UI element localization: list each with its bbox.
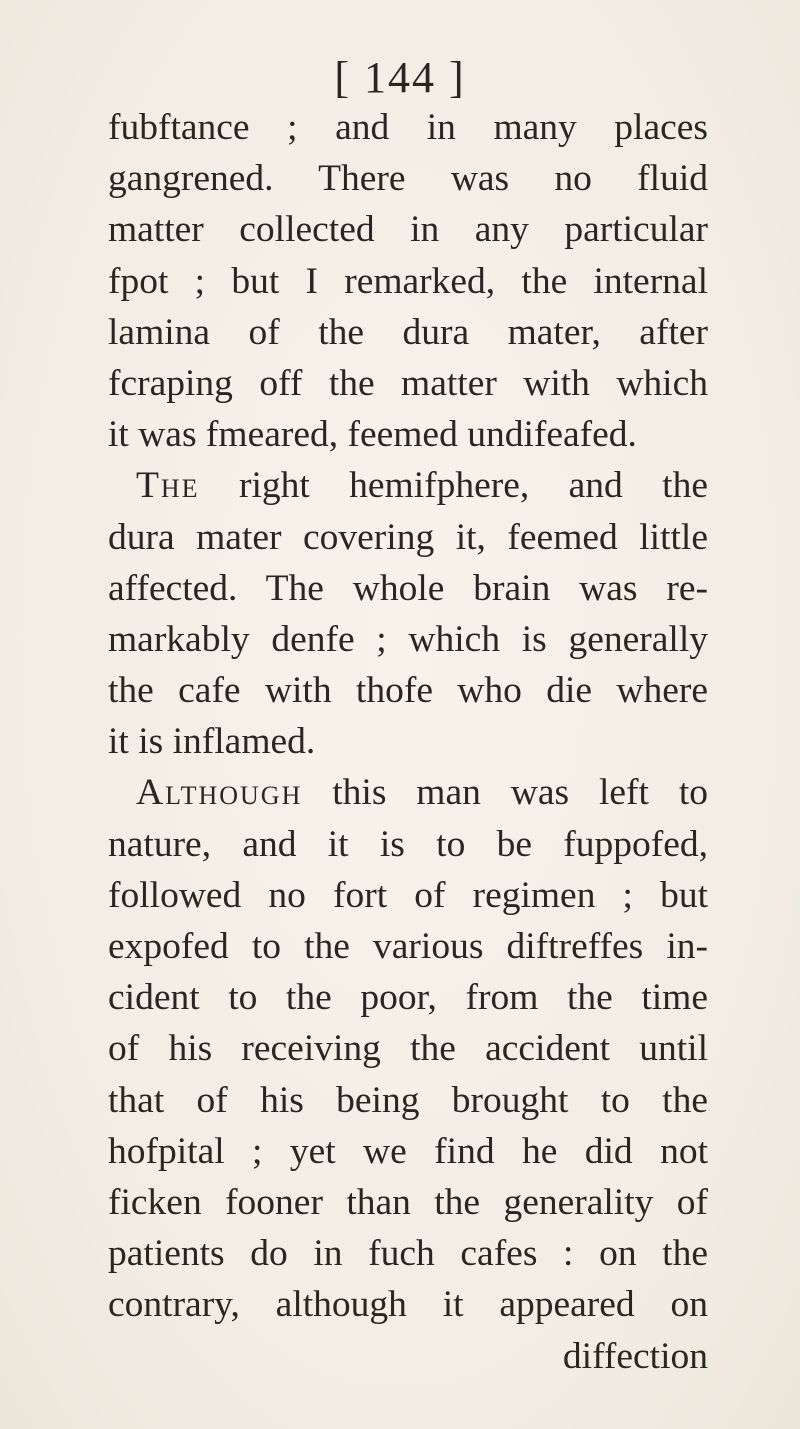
text-line: cident to the poor, from the time [108, 977, 708, 1019]
text-line: the cafe with thofe who die where [108, 670, 708, 712]
text-line: contrary, although it appeared on [108, 1284, 708, 1326]
text-line: gangrened. There was no fluid [108, 158, 708, 200]
paragraph-opening-line [108, 460, 708, 511]
text-line: expofed to the various diftreffes in- [108, 926, 708, 967]
text-line: fubftance ; and in many places [108, 107, 708, 148]
paragraph-opening-line [108, 767, 708, 818]
text-line: dura mater covering it, feemed little [108, 516, 708, 558]
page-number: [ 144 ] [334, 53, 466, 102]
text-line-rest: right hemifphere, and the [199, 465, 708, 507]
text-line: that of his being brought to the [108, 1079, 708, 1121]
text-line: nature, and it is to be fuppofed, [108, 823, 708, 865]
text-line: matter collected in any particular [108, 209, 708, 251]
text-line: it was fmeared, feemed undifeafed. [108, 414, 637, 456]
text-line: hofpital ; yet we find he did not [108, 1130, 708, 1172]
text-line: it is inflamed. [108, 721, 316, 763]
text-line: ficken fooner than the generality of [108, 1181, 708, 1223]
catchword: diffection [562, 1335, 708, 1377]
small-caps-lead: The [136, 465, 200, 507]
text-line: patients do in fuch cafes : on the [108, 1233, 708, 1275]
text-line: fcraping off the matter with which [108, 362, 708, 404]
text-line: of his receiving the accident until [108, 1028, 708, 1070]
small-caps-lead: Although [136, 772, 303, 814]
text-line: fpot ; but I remarked, the internal [108, 260, 708, 302]
text-line: markably denfe ; which is generally [108, 618, 708, 660]
text-line-rest: this man was left to [302, 772, 708, 814]
body-text [108, 102, 708, 1382]
text-line: lamina of the dura mater, after [108, 311, 708, 353]
text-line: affected. The whole brain was re- [108, 567, 708, 609]
text-line: followed no fort of regimen ; but [108, 874, 708, 916]
